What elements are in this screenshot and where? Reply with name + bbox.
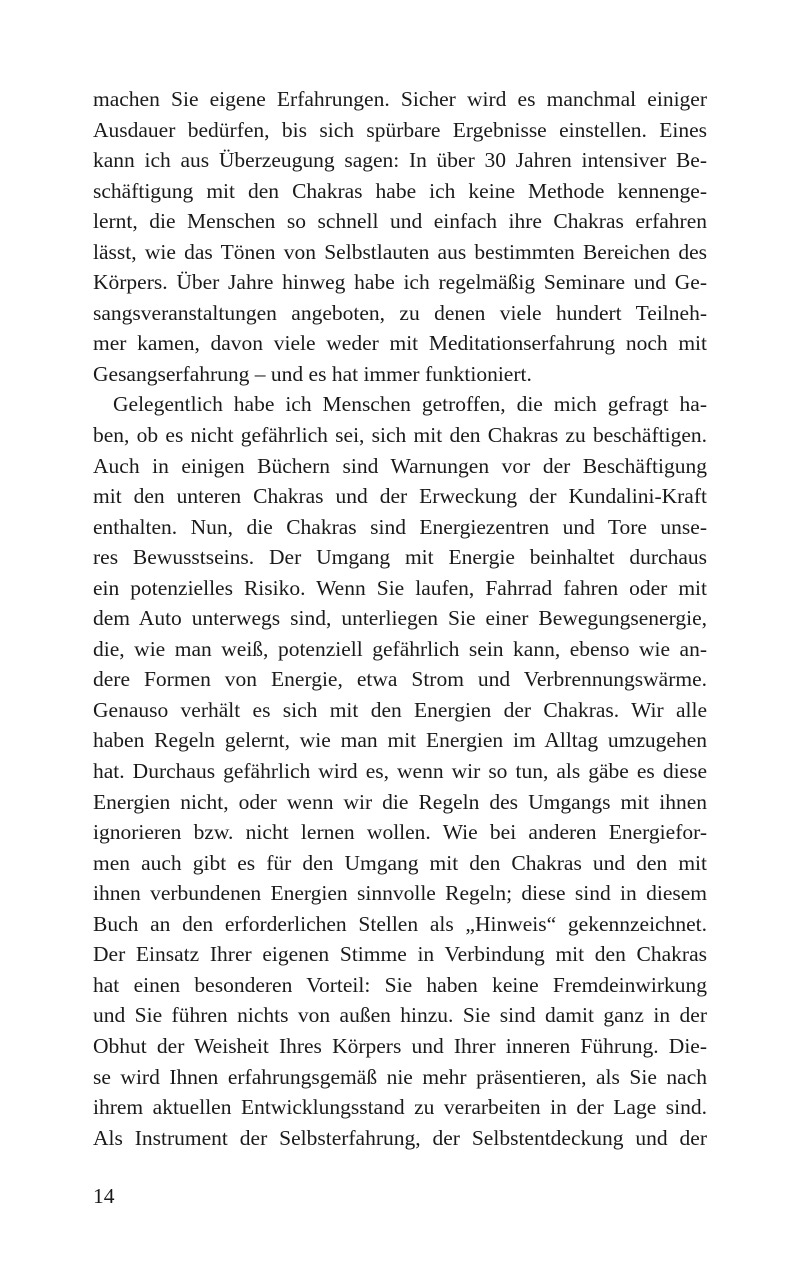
text-line: kann ich aus Überzeugung sagen: In über 30 Jahren intensiver Be- [93, 148, 707, 173]
text-line: dem Auto unterwegs sind, unterliegen Sie einer Bewegungsenergie, [93, 606, 707, 631]
text-line: Obhut der Weisheit Ihres Körpers und Ihrer inneren Führung. Die- [93, 1033, 707, 1058]
text-line: se wird Ihnen erfahrungsgemäß nie mehr präsentieren, als Sie nach [93, 1064, 707, 1089]
text-line: res Bewusstseins. Der Umgang mit Energie beinhaltet durchaus [93, 545, 707, 570]
text-line: die, wie man weiß, potenziell gefährlich sein kann, ebenso wie an- [93, 636, 707, 661]
text-line: Gelegentlich habe ich Menschen getroffen, die mich gefragt ha- [113, 392, 707, 417]
text-line: ignorieren bzw. nicht lernen wollen. Wie bei anderen Energiefor- [93, 820, 707, 845]
text-line: Der Einsatz Ihrer eigenen Stimme in Verbindung mit den Chakras [93, 942, 707, 967]
text-line: Auch in einigen Büchern sind Warnungen vor der Beschäftigung [93, 453, 707, 478]
text-line: Genauso verhält es sich mit den Energien der Chakras. Wir alle [93, 697, 707, 722]
text-line: ihnen verbundenen Energien sinnvolle Regeln; diese sind in diesem [93, 881, 707, 906]
text-line: lernt, die Menschen so schnell und einfach ihre Chakras erfahren [93, 209, 707, 234]
text-line: ihrem aktuellen Entwicklungsstand zu verarbeiten in der Lage sind. [93, 1095, 707, 1120]
text-line: und Sie führen nichts von außen hinzu. Sie sind damit ganz in der [93, 1003, 707, 1028]
text-line: Energien nicht, oder wenn wir die Regeln des Umgangs mit ihnen [93, 789, 707, 814]
text-line: sangsveranstaltungen angeboten, zu denen viele hundert Teilneh- [93, 300, 707, 325]
text-line: mer kamen, davon viele weder mit Meditationserfahrung noch mit [93, 331, 707, 356]
page-number: 14 [93, 1184, 115, 1208]
text-line: Als Instrument der Selbsterfahrung, der Selbstentdeckung und der [93, 1125, 707, 1150]
text-line: Körpers. Über Jahre hinweg habe ich regelmäßig Seminare und Ge- [93, 270, 707, 295]
body-text [93, 84, 707, 1153]
text-line: Gesangserfahrung – und es hat immer funktioniert. [93, 361, 532, 386]
text-line: dere Formen von Energie, etwa Strom und Verbrennungswärme. [93, 667, 707, 692]
text-line: haben Regeln gelernt, wie man mit Energien im Alltag umzugehen [93, 728, 707, 753]
text-line: ben, ob es nicht gefährlich sei, sich mit den Chakras zu beschäftigen. [93, 423, 707, 448]
text-line: machen Sie eigene Erfahrungen. Sicher wird es manchmal einiger [93, 87, 707, 111]
paragraph [93, 84, 707, 389]
text-line: hat. Durchaus gefährlich wird es, wenn wir so tun, als gäbe es diese [93, 759, 707, 784]
text-line: enthalten. Nun, die Chakras sind Energiezentren und Tore unse- [93, 514, 707, 539]
text-line: men auch gibt es für den Umgang mit den Chakras und den mit [93, 850, 707, 875]
paragraph [93, 389, 707, 1153]
text-line: lässt, wie das Tönen von Selbstlauten aus bestimmten Bereichen des [93, 239, 707, 264]
text-line: hat einen besonderen Vorteil: Sie haben keine Fremdeinwirkung [93, 972, 707, 997]
text-line: schäftigung mit den Chakras habe ich keine Methode kennenge- [93, 178, 707, 203]
text-line: mit den unteren Chakras und der Erweckung der Kundalini-Kraft [93, 484, 707, 509]
text-line: Ausdauer bedürfen, bis sich spürbare Ergebnisse einstellen. Eines [93, 117, 707, 142]
text-line: ein potenzielles Risiko. Wenn Sie laufen, Fahrrad fahren oder mit [93, 575, 707, 600]
text-line: Buch an den erforderlichen Stellen als „Hinweis“ gekennzeichnet. [93, 911, 707, 936]
